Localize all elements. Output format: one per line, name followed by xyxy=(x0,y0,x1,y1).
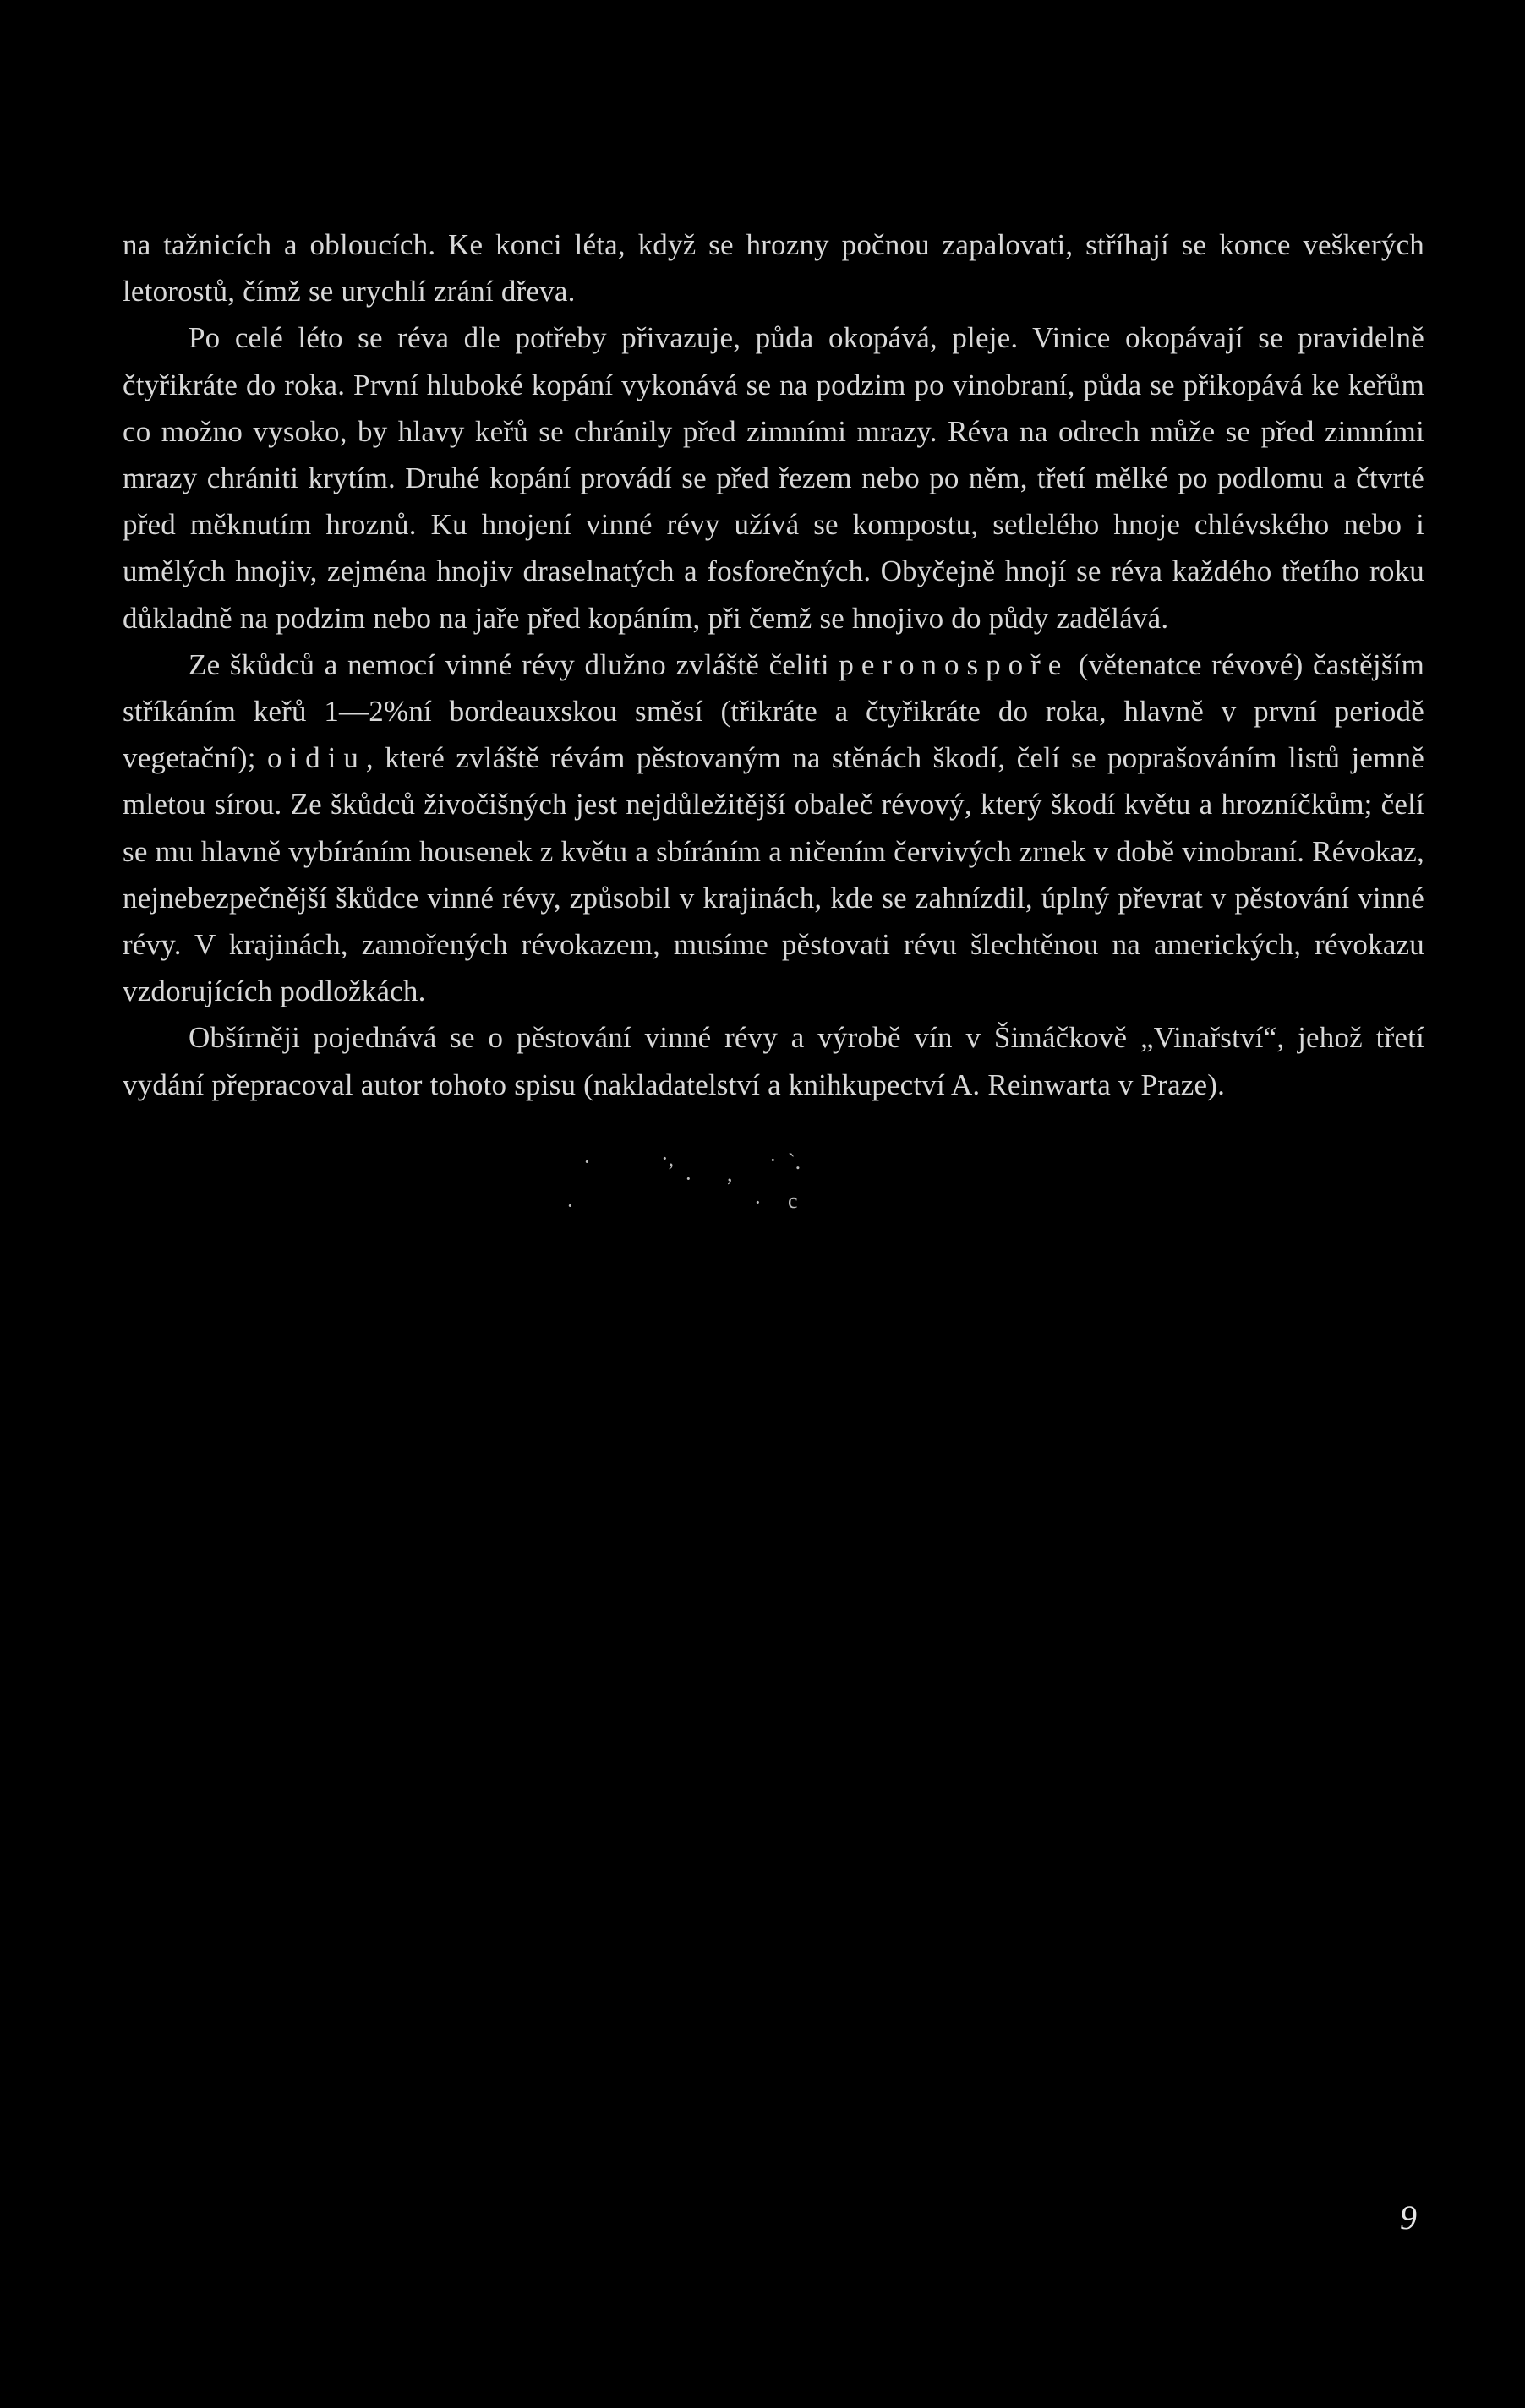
text-run: na tažnicích a obloucích. Ke konci léta, když se hrozny počnou zapalovati, stříhají se konce veškerých letorostů, čímž se urychlí zrání dřeva. xyxy=(123,228,1424,309)
text-run: Ze škůdců a nemocí vinné révy dlužno zvláště čeliti xyxy=(189,647,839,681)
text-run: (větenatce révové) častějším stříkáním keřů 1—2%ní bordeauxskou směsí (třikráte a čtyřikráte do roka, hlavně v první periodě vegetační); xyxy=(123,647,1425,775)
paragraph xyxy=(123,221,1424,314)
text-run: , které zvláště révám pěstovaným na stěnách škodí, čelí se poprašováním listů jemně mletou sírou. Ze škůdců živočišných jest nejdůležitější obaleč révový, který škodí květu a hrozníčkům; čelí se mu hlavně vybíráním housenek z květu a sbíráním a ničením červivých zrnek v době vinobraní. Révokaz, nejnebezpečnější škůdce vinné révy, způsobil v krajinách, kde se zahnízdil, úplný převrat v pěstování vinné révy. V krajinách, zamořených révokazem, musíme pěstovati révu šlechtěnou na amerických, révokazu vzdorujících podložkách. xyxy=(123,741,1424,1008)
paragraph xyxy=(123,314,1424,641)
emphasized-term: peronospoře xyxy=(839,647,1069,681)
text-run: Obšírněji pojednává se o pěstování vinné révy a výrobě vín v Šimáčkově „Vinařství“, jehož třetí vydání přepracoval autor tohoto spisu (nakladatelství a knihkupectví A. Reinwarta v Praze). xyxy=(123,1021,1424,1101)
page-number: 9 xyxy=(1400,2198,1417,2236)
print-specks: · ·, · , · `. · · c xyxy=(566,1146,801,1218)
body-text xyxy=(123,221,1424,1108)
paragraph xyxy=(123,642,1424,1015)
text-run: Po celé léto se réva dle potřeby přivazuje, půda okopává, pleje. Vinice okopávají se pravidelně čtyřikráte do roka. První hluboké kopání vykonává se na podzim po vinobraní, půda se přikopává ke keřům co možno vysoko, by hlavy keřů se chránily před zimními mrazy. Réva na odrech může se před zimními mrazy chrániti krytím. Druhé kopání provádí se před řezem nebo po něm, třetí mělké po podlomu a čtvrté před měknutím hroznů. Ku hnojení vinné révy užívá se kompostu, setlelého hnoje chlévského nebo i umělých hnojiv, zejména hnojiv draselnatých a fosforečných. Obyčejně hnojí se réva každého třetího roku důkladně na podzim nebo na jaře před kopáním, při čemž se hnojivo do půdy zadělává. xyxy=(123,321,1424,635)
paragraph xyxy=(123,1014,1424,1107)
emphasized-term: oidiu xyxy=(266,741,366,775)
